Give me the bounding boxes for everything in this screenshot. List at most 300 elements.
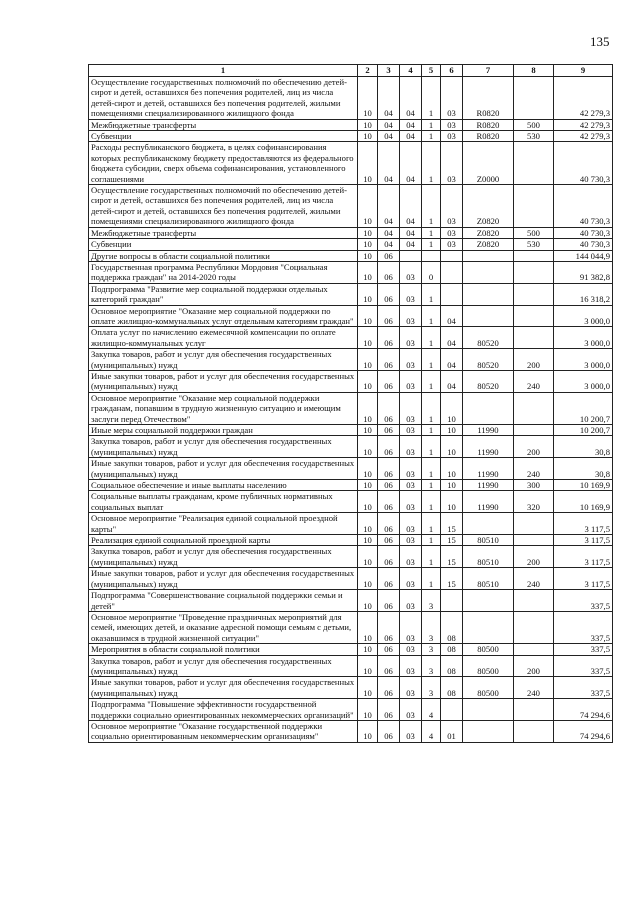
table-row: [89, 327, 613, 349]
row-name: Другие вопросы в области социальной политики: [89, 250, 358, 261]
row-program: 04: [400, 77, 422, 120]
row-program: 04: [400, 185, 422, 228]
row-activity: [441, 699, 463, 721]
table-row: [89, 283, 613, 305]
row-expense-type: [514, 77, 554, 120]
row-direction: 80510: [463, 546, 514, 568]
row-name: Подпрограмма "Развитие мер социальной поддержки отдельных категорий граждан": [89, 283, 358, 305]
row-section: 10: [358, 458, 378, 480]
row-amount: 3 117,5: [554, 568, 613, 590]
row-subprogram: 1: [422, 227, 441, 238]
row-amount: 3 000,0: [554, 305, 613, 327]
row-activity: [441, 590, 463, 612]
row-subsection: 06: [378, 425, 400, 436]
row-section: 10: [358, 720, 378, 742]
row-amount: 337,5: [554, 677, 613, 699]
row-direction: 11990: [463, 491, 514, 513]
row-expense-type: [514, 590, 554, 612]
row-direction: Z0820: [463, 239, 514, 250]
row-program: 04: [400, 119, 422, 130]
row-activity: [441, 250, 463, 261]
row-direction: R0820: [463, 119, 514, 130]
row-program: 04: [400, 227, 422, 238]
row-direction: Z0000: [463, 142, 514, 185]
row-activity: 04: [441, 349, 463, 371]
table-row: [89, 349, 613, 371]
row-amount: 16 318,2: [554, 283, 613, 305]
row-direction: Z0820: [463, 185, 514, 228]
row-section: 10: [358, 546, 378, 568]
row-subprogram: 1: [422, 185, 441, 228]
row-amount: 74 294,6: [554, 720, 613, 742]
row-subprogram: 1: [422, 239, 441, 250]
row-subprogram: 1: [422, 513, 441, 535]
row-subsection: 06: [378, 480, 400, 491]
row-subprogram: 3: [422, 644, 441, 655]
row-section: 10: [358, 491, 378, 513]
table-row: [89, 568, 613, 590]
row-subsection: 06: [378, 644, 400, 655]
row-direction: 80520: [463, 349, 514, 371]
row-program: 03: [400, 425, 422, 436]
row-amount: 74 294,6: [554, 699, 613, 721]
row-activity: 08: [441, 655, 463, 677]
row-section: 10: [358, 677, 378, 699]
row-activity: 03: [441, 131, 463, 142]
row-name: Закупка товаров, работ и услуг для обеспечения государственных (муниципальных) нужд: [89, 349, 358, 371]
row-program: 03: [400, 590, 422, 612]
row-direction: 80520: [463, 370, 514, 392]
row-expense-type: [514, 185, 554, 228]
row-name: Подпрограмма "Совершенствование социальной поддержки семьи и детей": [89, 590, 358, 612]
row-subsection: 06: [378, 491, 400, 513]
table-row: [89, 513, 613, 535]
row-activity: 08: [441, 611, 463, 643]
row-subsection: 06: [378, 305, 400, 327]
row-direction: 11990: [463, 436, 514, 458]
header-cell: 8: [514, 65, 554, 77]
row-subsection: 06: [378, 699, 400, 721]
row-subprogram: 1: [422, 349, 441, 371]
row-amount: 10 200,7: [554, 425, 613, 436]
header-cell: 4: [400, 65, 422, 77]
row-direction: R0820: [463, 77, 514, 120]
row-subprogram: 1: [422, 305, 441, 327]
row-expense-type: 200: [514, 546, 554, 568]
row-name: Закупка товаров, работ и услуг для обеспечения государственных (муниципальных) нужд: [89, 655, 358, 677]
table-row: [89, 644, 613, 655]
table-row: [89, 677, 613, 699]
row-activity: 10: [441, 480, 463, 491]
row-name: Основное мероприятие "Реализация единой социальной проездной карты": [89, 513, 358, 535]
row-activity: 15: [441, 546, 463, 568]
row-direction: [463, 283, 514, 305]
row-activity: 15: [441, 535, 463, 546]
row-program: 03: [400, 644, 422, 655]
table-row: [89, 142, 613, 185]
row-subsection: 06: [378, 283, 400, 305]
row-expense-type: 200: [514, 655, 554, 677]
row-amount: 30,8: [554, 458, 613, 480]
row-expense-type: 500: [514, 119, 554, 130]
row-subprogram: 3: [422, 590, 441, 612]
row-subsection: 04: [378, 77, 400, 120]
row-name: Межбюджетные трансферты: [89, 227, 358, 238]
table-row: [89, 611, 613, 643]
table-row: [89, 480, 613, 491]
row-section: 10: [358, 568, 378, 590]
row-direction: 80510: [463, 568, 514, 590]
row-section: 10: [358, 131, 378, 142]
row-direction: [463, 305, 514, 327]
row-activity: 03: [441, 119, 463, 130]
row-amount: 40 730,3: [554, 239, 613, 250]
row-program: 03: [400, 283, 422, 305]
table-row: [89, 546, 613, 568]
row-subprogram: 1: [422, 283, 441, 305]
row-subprogram: 4: [422, 720, 441, 742]
row-activity: 03: [441, 239, 463, 250]
row-activity: 15: [441, 568, 463, 590]
row-subsection: 04: [378, 227, 400, 238]
row-subprogram: 1: [422, 77, 441, 120]
row-subsection: 06: [378, 458, 400, 480]
row-subprogram: 1: [422, 480, 441, 491]
header-row: [89, 65, 613, 77]
row-subprogram: 1: [422, 568, 441, 590]
table-row: [89, 590, 613, 612]
row-amount: 3 117,5: [554, 513, 613, 535]
table-row: [89, 305, 613, 327]
row-program: 03: [400, 392, 422, 424]
row-activity: 04: [441, 327, 463, 349]
row-activity: 10: [441, 436, 463, 458]
row-name: Иные закупки товаров, работ и услуг для обеспечения государственных (муниципальных) нужд: [89, 370, 358, 392]
row-activity: 15: [441, 513, 463, 535]
row-name: Осуществление государственных полномочий по обеспечению детей-сирот и детей, оставшихся без попечения родителей, лиц из числа детей-сирот и детей, оставшихся без попечения родителей, жилыми помещениями специализированного жилищного фонда: [89, 185, 358, 228]
row-activity: 04: [441, 305, 463, 327]
row-name: Государственная программа Республики Мордовия "Социальная поддержка граждан" на 2014-2020 годы: [89, 261, 358, 283]
row-expense-type: [514, 611, 554, 643]
row-activity: 08: [441, 677, 463, 699]
row-amount: 144 044,9: [554, 250, 613, 261]
row-expense-type: 300: [514, 480, 554, 491]
row-name: Основное мероприятие "Оказание мер социальной поддержки по оплате жилищно-коммунальных услуг отдельным категориям граждан": [89, 305, 358, 327]
row-subsection: 04: [378, 185, 400, 228]
row-program: 03: [400, 655, 422, 677]
row-name: Межбюджетные трансферты: [89, 119, 358, 130]
row-section: 10: [358, 590, 378, 612]
row-subprogram: 1: [422, 546, 441, 568]
row-amount: 3 117,5: [554, 535, 613, 546]
header-cell: 2: [358, 65, 378, 77]
row-expense-type: 200: [514, 349, 554, 371]
table-row: [89, 699, 613, 721]
row-section: 10: [358, 644, 378, 655]
row-program: 03: [400, 458, 422, 480]
row-amount: 10 169,9: [554, 480, 613, 491]
row-subprogram: 1: [422, 425, 441, 436]
row-direction: 11990: [463, 425, 514, 436]
row-subprogram: 3: [422, 677, 441, 699]
row-name: Иные меры социальной поддержки граждан: [89, 425, 358, 436]
row-section: 10: [358, 327, 378, 349]
row-section: 10: [358, 119, 378, 130]
row-amount: 3 117,5: [554, 546, 613, 568]
row-section: 10: [358, 611, 378, 643]
row-program: 04: [400, 142, 422, 185]
row-direction: Z0820: [463, 227, 514, 238]
row-program: 03: [400, 370, 422, 392]
row-direction: 80520: [463, 327, 514, 349]
row-amount: 40 730,3: [554, 185, 613, 228]
row-direction: 80500: [463, 644, 514, 655]
row-amount: 40 730,3: [554, 142, 613, 185]
row-direction: 80500: [463, 677, 514, 699]
header-cell: 7: [463, 65, 514, 77]
row-subsection: 04: [378, 119, 400, 130]
row-section: 10: [358, 250, 378, 261]
row-expense-type: [514, 142, 554, 185]
row-expense-type: [514, 699, 554, 721]
row-section: 10: [358, 513, 378, 535]
row-amount: 10 169,9: [554, 491, 613, 513]
row-expense-type: [514, 392, 554, 424]
row-program: [400, 250, 422, 261]
row-direction: [463, 720, 514, 742]
row-program: 03: [400, 327, 422, 349]
row-activity: 03: [441, 142, 463, 185]
row-section: 10: [358, 425, 378, 436]
row-amount: 42 279,3: [554, 119, 613, 130]
row-name: Субвенции: [89, 131, 358, 142]
row-subsection: 06: [378, 436, 400, 458]
table-row: [89, 77, 613, 120]
row-program: 03: [400, 546, 422, 568]
row-expense-type: 320: [514, 491, 554, 513]
row-activity: 03: [441, 227, 463, 238]
row-activity: 10: [441, 458, 463, 480]
row-section: 10: [358, 436, 378, 458]
row-subprogram: 3: [422, 655, 441, 677]
row-section: 10: [358, 239, 378, 250]
row-name: Субвенции: [89, 239, 358, 250]
table-row: [89, 436, 613, 458]
row-subprogram: 1: [422, 392, 441, 424]
row-expense-type: [514, 720, 554, 742]
row-expense-type: [514, 425, 554, 436]
row-activity: 08: [441, 644, 463, 655]
table-row: [89, 370, 613, 392]
row-section: 10: [358, 349, 378, 371]
row-amount: 3 000,0: [554, 349, 613, 371]
row-program: 03: [400, 720, 422, 742]
row-direction: R0820: [463, 131, 514, 142]
row-name: Мероприятия в области социальной политики: [89, 644, 358, 655]
row-subsection: 06: [378, 349, 400, 371]
row-direction: [463, 611, 514, 643]
table-row: [89, 535, 613, 546]
row-direction: [463, 699, 514, 721]
row-direction: 11990: [463, 480, 514, 491]
table-row: [89, 250, 613, 261]
row-activity: [441, 283, 463, 305]
row-program: 03: [400, 568, 422, 590]
row-subsection: 04: [378, 239, 400, 250]
row-program: 03: [400, 513, 422, 535]
row-direction: [463, 392, 514, 424]
row-program: 03: [400, 699, 422, 721]
row-subsection: 06: [378, 655, 400, 677]
row-section: 10: [358, 480, 378, 491]
row-program: 04: [400, 131, 422, 142]
row-activity: 10: [441, 491, 463, 513]
table-row: [89, 491, 613, 513]
row-expense-type: 530: [514, 131, 554, 142]
row-amount: 337,5: [554, 590, 613, 612]
row-expense-type: [514, 644, 554, 655]
row-direction: 80510: [463, 535, 514, 546]
row-subprogram: 1: [422, 327, 441, 349]
budget-table: [88, 64, 613, 743]
row-name: Основное мероприятие "Оказание мер социальной поддержки гражданам, попавшим в трудную жизненную ситуацию и имеющим заслуги перед Отечеством": [89, 392, 358, 424]
row-section: 10: [358, 305, 378, 327]
row-expense-type: 530: [514, 239, 554, 250]
row-expense-type: 200: [514, 436, 554, 458]
row-expense-type: 240: [514, 458, 554, 480]
row-name: Иные закупки товаров, работ и услуг для обеспечения государственных (муниципальных) нужд: [89, 677, 358, 699]
row-section: 10: [358, 261, 378, 283]
row-subsection: 06: [378, 392, 400, 424]
row-section: 10: [358, 699, 378, 721]
row-subsection: 06: [378, 513, 400, 535]
row-direction: [463, 261, 514, 283]
row-name: Основное мероприятие "Оказание государственной поддержки социально ориентированным некоммерческим организациям": [89, 720, 358, 742]
row-subsection: 04: [378, 131, 400, 142]
header-cell: 1: [89, 65, 358, 77]
row-program: 03: [400, 535, 422, 546]
row-expense-type: [514, 535, 554, 546]
row-subsection: 06: [378, 261, 400, 283]
row-activity: 03: [441, 185, 463, 228]
row-amount: 42 279,3: [554, 131, 613, 142]
row-direction: [463, 250, 514, 261]
row-activity: 03: [441, 77, 463, 120]
row-name: Расходы республиканского бюджета, в целях софинансирования которых республиканскому бюджету предоставляются из федерального бюджета субсидии, сверх объема софинансирования, установленного соглашениями: [89, 142, 358, 185]
row-subprogram: 3: [422, 611, 441, 643]
row-program: 03: [400, 677, 422, 699]
row-subprogram: 1: [422, 142, 441, 185]
row-subprogram: 4: [422, 699, 441, 721]
row-expense-type: 500: [514, 227, 554, 238]
row-expense-type: [514, 250, 554, 261]
row-subprogram: 1: [422, 458, 441, 480]
table-row: [89, 425, 613, 436]
row-amount: 42 279,3: [554, 77, 613, 120]
row-direction: 80500: [463, 655, 514, 677]
row-section: 10: [358, 77, 378, 120]
table-row: [89, 655, 613, 677]
table-row: [89, 119, 613, 130]
row-subprogram: 1: [422, 119, 441, 130]
header-cell: 5: [422, 65, 441, 77]
row-subprogram: 1: [422, 370, 441, 392]
table-row: [89, 458, 613, 480]
row-program: 03: [400, 611, 422, 643]
row-subsection: 06: [378, 370, 400, 392]
row-section: 10: [358, 392, 378, 424]
row-name: Социальное обеспечение и иные выплаты населению: [89, 480, 358, 491]
row-activity: 10: [441, 425, 463, 436]
row-expense-type: 240: [514, 370, 554, 392]
row-program: 03: [400, 349, 422, 371]
row-program: 04: [400, 239, 422, 250]
row-amount: 40 730,3: [554, 227, 613, 238]
row-subsection: 06: [378, 677, 400, 699]
row-subsection: 06: [378, 535, 400, 546]
table-row: [89, 392, 613, 424]
row-name: Оплата услуг по начислению ежемесячной компенсации по оплате жилищно-коммунальных услуг: [89, 327, 358, 349]
row-subsection: 06: [378, 327, 400, 349]
row-subsection: 06: [378, 611, 400, 643]
row-subsection: 06: [378, 250, 400, 261]
row-section: 10: [358, 655, 378, 677]
row-amount: 10 200,7: [554, 392, 613, 424]
row-section: 10: [358, 370, 378, 392]
row-subprogram: 1: [422, 535, 441, 546]
header-cell: 3: [378, 65, 400, 77]
row-section: 10: [358, 142, 378, 185]
row-section: 10: [358, 185, 378, 228]
row-subprogram: 1: [422, 131, 441, 142]
row-amount: 3 000,0: [554, 370, 613, 392]
table-row: [89, 720, 613, 742]
row-amount: 337,5: [554, 655, 613, 677]
table-row: [89, 227, 613, 238]
row-expense-type: [514, 513, 554, 535]
row-expense-type: [514, 327, 554, 349]
table-row: [89, 239, 613, 250]
row-direction: [463, 590, 514, 612]
row-activity: 01: [441, 720, 463, 742]
row-amount: 3 000,0: [554, 327, 613, 349]
row-section: 10: [358, 283, 378, 305]
row-amount: 337,5: [554, 644, 613, 655]
row-amount: 30,8: [554, 436, 613, 458]
row-program: 03: [400, 261, 422, 283]
row-direction: [463, 513, 514, 535]
row-activity: [441, 261, 463, 283]
row-name: Основное мероприятие "Проведение праздничных мероприятий для семей, имеющих детей, и оказание адресной помощи семьям с детьми, оказавшимся в трудной жизненной ситуации": [89, 611, 358, 643]
row-expense-type: 240: [514, 677, 554, 699]
row-subprogram: 0: [422, 261, 441, 283]
row-subprogram: [422, 250, 441, 261]
row-name: Осуществление государственных полномочий по обеспечению детей-сирот и детей, оставшихся без попечения родителей, лиц из числа детей-сирот и детей, оставшихся без попечения родителей, жилыми помещениями специализированного жилищного фонда: [89, 77, 358, 120]
row-name: Иные закупки товаров, работ и услуг для обеспечения государственных (муниципальных) нужд: [89, 458, 358, 480]
row-amount: 337,5: [554, 611, 613, 643]
row-expense-type: [514, 261, 554, 283]
row-subsection: 04: [378, 142, 400, 185]
row-name: Подпрограмма "Повышение эффективности государственной поддержки социально ориентированных некоммерческих организаций": [89, 699, 358, 721]
row-program: 03: [400, 491, 422, 513]
table-row: [89, 185, 613, 228]
row-subsection: 06: [378, 590, 400, 612]
row-activity: 10: [441, 392, 463, 424]
row-subsection: 06: [378, 546, 400, 568]
row-subprogram: 1: [422, 491, 441, 513]
row-name: Социальные выплаты гражданам, кроме публичных нормативных социальных выплат: [89, 491, 358, 513]
row-program: 03: [400, 305, 422, 327]
